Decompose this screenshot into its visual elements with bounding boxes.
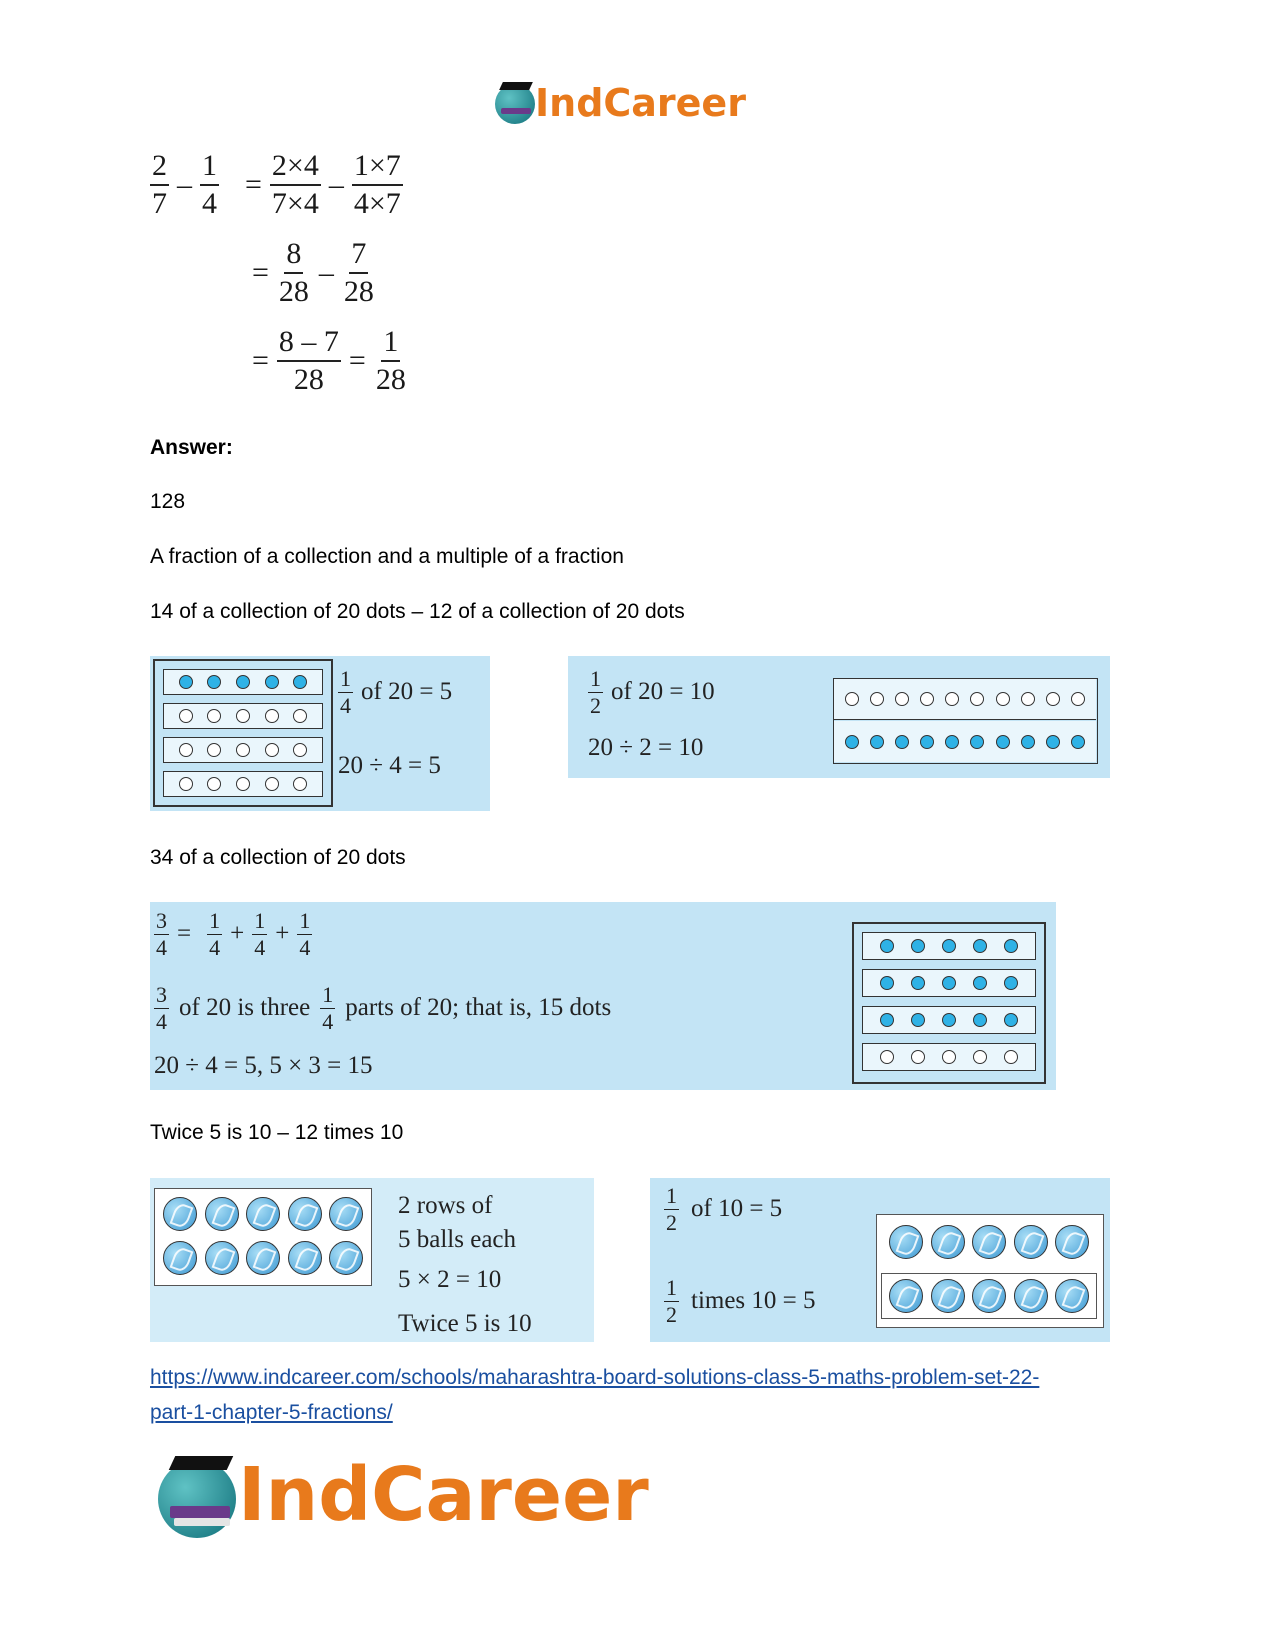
twice-line-1: 2 rows of	[398, 1192, 493, 1219]
dot-row	[862, 1006, 1036, 1034]
half-of-20-text: $\frac{1}{2}$ of 20 = 10	[590, 665, 715, 718]
dot-grid-three-quarters	[852, 922, 1046, 1084]
ball-grid-half	[876, 1214, 1104, 1328]
logo-text: IndCareer	[238, 1452, 649, 1538]
header-logo	[495, 80, 765, 128]
three-quarters-explanation: $\frac{3}{4}$ of 20 is three $\frac{1}{4}$ parts of 20; that is, 15 dots	[156, 981, 612, 1034]
answer-label: Answer:	[150, 436, 233, 459]
dot-row	[163, 669, 323, 695]
ball-icon	[163, 1241, 197, 1275]
dot-row	[862, 1043, 1036, 1071]
book-icon	[501, 108, 531, 114]
line-twice: Twice 5 is 10 – 12 times 10	[150, 1121, 404, 1144]
ball-icon	[1014, 1279, 1048, 1313]
logo-text: IndCareer	[535, 81, 746, 125]
footer-logo	[158, 1450, 698, 1540]
ball-icon	[329, 1241, 363, 1275]
dot-row	[163, 737, 323, 763]
ball-icon	[1055, 1225, 1089, 1259]
ball-icon	[1055, 1279, 1089, 1313]
ball-icon	[931, 1225, 965, 1259]
ball-icon	[205, 1197, 239, 1231]
book-icon	[174, 1518, 230, 1526]
ball-icon	[931, 1279, 965, 1313]
panel-half-of-20	[568, 656, 1110, 778]
line-quarter-half: 14 of a collection of 20 dots – 12 of a collection of 20 dots	[150, 600, 685, 623]
ball-icon	[972, 1279, 1006, 1313]
panel-three-quarters	[150, 902, 1056, 1090]
quarter-division-text: 20 ÷ 4 = 5	[338, 752, 441, 779]
ball-icon	[972, 1225, 1006, 1259]
ball-icon	[288, 1197, 322, 1231]
ball-icon	[246, 1197, 280, 1231]
book-icon	[170, 1506, 230, 1518]
ball-icon	[288, 1241, 322, 1275]
dot-row	[862, 932, 1036, 960]
fraction-1-28: $\frac{1}{28}$	[375, 325, 406, 396]
twice-line-2: 5 balls each	[398, 1226, 517, 1253]
fraction-step1-b: $\frac{1\times 7}{4\times 7}$	[353, 149, 401, 220]
ball-icon	[246, 1241, 280, 1275]
calc-line-2: = $\frac{8}{28}$ – $\frac{7}{28}$	[252, 237, 374, 308]
half-times-10-text: $\frac{1}{2}$ times 10 = 5	[666, 1274, 816, 1327]
half-division-text: 20 ÷ 2 = 10	[588, 734, 704, 761]
logo-globe-icon	[495, 84, 535, 124]
dot-row	[163, 771, 323, 797]
source-link-line-1[interactable]: https://www.indcareer.com/schools/maharashtra-board-solutions-class-5-maths-problem-set-22-	[150, 1366, 1040, 1389]
panel-half-times-10	[650, 1178, 1110, 1342]
section-title: A fraction of a collection and a multiple of a fraction	[150, 545, 624, 568]
twice-line-3: 5 × 2 = 10	[398, 1266, 502, 1293]
graduation-cap-icon	[499, 82, 533, 90]
ball-icon	[1014, 1225, 1048, 1259]
logo-globe-icon	[158, 1460, 236, 1538]
dot-grid-half	[833, 678, 1098, 764]
three-quarters-sum: $\frac{3}{4}$ = $\frac{1}{4}$ + $\frac{1}{4}$ + $\frac{1}{4}$	[156, 907, 311, 960]
dot-row	[834, 721, 1096, 762]
ball-icon	[889, 1225, 923, 1259]
ball-icon	[163, 1197, 197, 1231]
source-link-line-2[interactable]: part-1-chapter-5-fractions/	[150, 1401, 393, 1424]
ball-icon	[329, 1197, 363, 1231]
graduation-cap-icon	[169, 1456, 234, 1470]
line-three-quarters: 34 of a collection of 20 dots	[150, 846, 406, 869]
ball-grid-10	[154, 1188, 372, 1286]
fraction-2-7: $\frac{2}{7}$	[152, 149, 167, 220]
dot-grid-quarter	[153, 659, 333, 807]
ball-icon	[205, 1241, 239, 1275]
panel-quarter-of-20	[150, 656, 490, 811]
fraction-8-28: $\frac{8}{28}$	[278, 237, 309, 308]
twice-line-4: Twice 5 is 10	[398, 1310, 532, 1337]
fraction-diff-28: $\frac{8 - 7}{28}$	[278, 325, 339, 396]
answer-value: 128	[150, 490, 186, 513]
three-quarters-calc: 20 ÷ 4 = 5, 5 × 3 = 15	[154, 1052, 373, 1079]
fraction-7-28: $\frac{7}{28}$	[343, 237, 374, 308]
fraction-step1-a: $\frac{2\times 4}{7\times 4}$	[271, 149, 319, 220]
quarter-of-20-text: $\frac{1}{4}$ of 20 = 5	[340, 665, 453, 718]
half-of-10-text: $\frac{1}{2}$ of 10 = 5	[666, 1182, 783, 1235]
panel-twice-5	[150, 1178, 594, 1342]
calc-line-1: $\frac{2}{7}$ – $\frac{1}{4}$ = $\frac{2\times 4}{7\times 4}$ – $\frac{1\times 7}{4\times 7}$	[152, 149, 401, 220]
dot-row	[862, 969, 1036, 997]
dot-row	[834, 679, 1096, 720]
ball-icon	[889, 1279, 923, 1313]
calc-line-3: = $\frac{8 - 7}{28}$ = $\frac{1}{28}$	[252, 325, 406, 396]
fraction-1-4: $\frac{1}{4}$	[202, 149, 217, 220]
dot-row	[163, 703, 323, 729]
